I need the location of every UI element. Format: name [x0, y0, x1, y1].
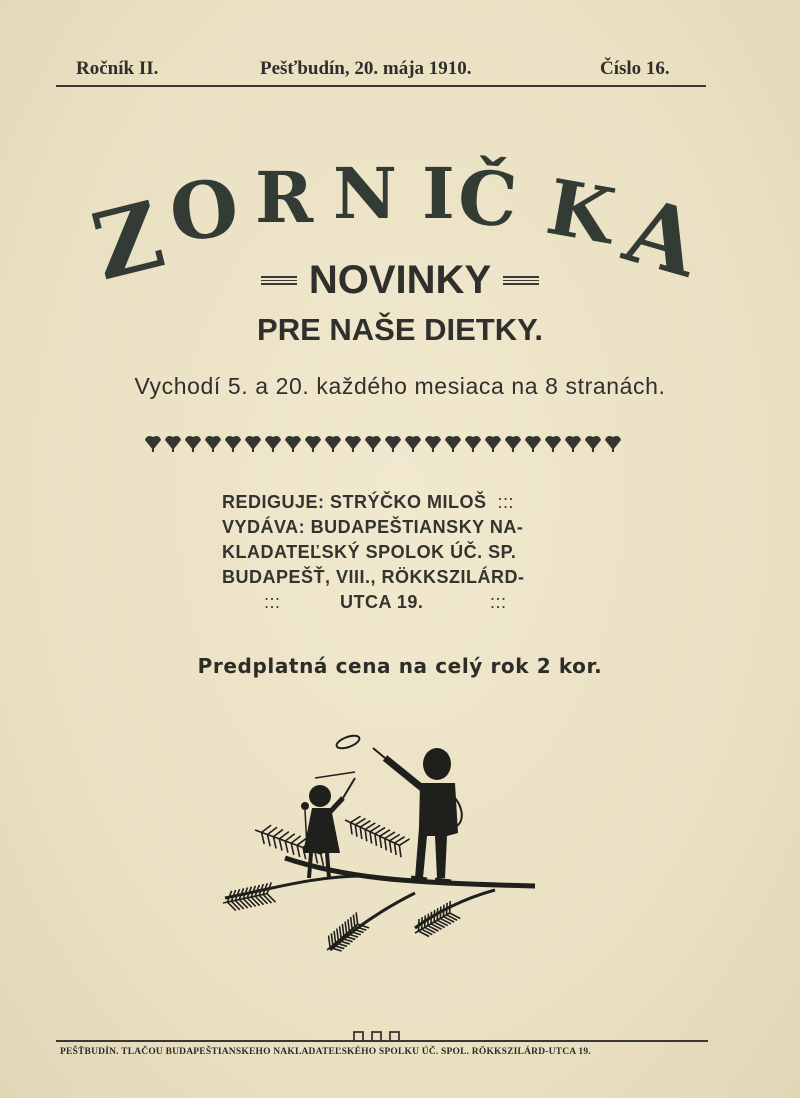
pine-needle	[437, 908, 438, 920]
pine-needle	[428, 914, 429, 926]
pine-needle	[418, 919, 419, 931]
ornament-stem	[352, 446, 354, 452]
publication-frequency: Vychodí 5. a 20. každého mesiaca na 8 stranách.	[134, 373, 666, 399]
pine-needle	[331, 933, 333, 945]
pine-needle	[450, 901, 451, 913]
publisher-line-2: KLADATEĽSKÝ SPOLOK ÚČ. SP.	[222, 542, 517, 562]
pine-needle	[375, 834, 377, 846]
pine-needle	[443, 905, 444, 917]
subtitle-audience: PRE NAŠE DIETKY.	[257, 312, 543, 347]
pine-needle	[431, 912, 432, 924]
ornament-stem	[232, 446, 234, 452]
ornament-stem	[552, 446, 554, 452]
pine-needle	[285, 841, 288, 853]
pine-needle	[337, 929, 339, 941]
masthead-letter-n: N	[333, 152, 397, 235]
subscription-price: Predplatná cena na celý rok 2 kor.	[197, 654, 603, 678]
pine-needle	[350, 823, 352, 835]
ornament-stem	[332, 446, 334, 452]
pine-needle	[279, 832, 289, 839]
pine-needle	[297, 845, 300, 857]
volume-label: Ročník II.	[76, 58, 159, 79]
pine-needle	[351, 917, 353, 929]
pine-needle	[315, 852, 318, 864]
pine-needle	[267, 835, 270, 847]
address-line-2: ::: UTCA 19. :::	[264, 592, 507, 612]
ornament-stem	[592, 446, 594, 452]
ornament-stem	[412, 446, 414, 452]
ornament-stem	[572, 446, 574, 452]
pine-needle	[262, 825, 272, 832]
pine-needle	[291, 836, 301, 843]
pine-needle	[321, 854, 324, 866]
pine-needle	[385, 839, 387, 851]
issue-number: Číslo 16.	[600, 58, 670, 79]
editorial-block	[222, 490, 562, 615]
ornament-stem	[532, 446, 534, 452]
pine-needle	[340, 926, 342, 938]
masthead-letter-a: A	[614, 177, 711, 299]
pine-needle	[273, 837, 276, 849]
pine-needle	[447, 903, 448, 915]
pine-sprig	[345, 820, 399, 845]
pine-needle	[342, 924, 344, 936]
masthead-letter-c-caron: Č	[455, 154, 520, 245]
publisher-line-1: VYDÁVA: BUDAPEŠTIANSKY NA-	[222, 517, 524, 537]
pine-needle	[345, 922, 347, 934]
pine-needle	[394, 843, 396, 855]
right-double-rule	[503, 276, 539, 285]
ornament-stem	[192, 446, 194, 452]
pine-needle	[380, 836, 382, 848]
masthead-letter-z: Z	[82, 180, 174, 302]
masthead-letter-o: O	[165, 162, 243, 260]
ornament-stem	[472, 446, 474, 452]
ornament-stem	[372, 446, 374, 452]
pine-needle	[291, 843, 294, 855]
left-double-rule	[261, 276, 297, 285]
ornament-stem	[392, 446, 394, 452]
masthead-letter-r: R	[255, 156, 314, 239]
children-silhouette-illustration	[215, 728, 550, 963]
pine-needle	[348, 919, 350, 931]
pine-needle	[370, 832, 372, 844]
pine-needle	[422, 917, 423, 929]
pine-needle	[440, 906, 441, 918]
address-line-1: BUDAPEŠŤ, VIII., RÖKKSZILÁRD-	[222, 567, 525, 587]
pine-needle	[273, 829, 283, 836]
pine-needle	[365, 829, 367, 841]
ornament-stem	[492, 446, 494, 452]
ornament-stem	[172, 446, 174, 452]
pine-needle	[390, 841, 392, 853]
pine-needle	[329, 936, 331, 948]
ornament-stem	[252, 446, 254, 452]
editor-line: REDIGUJE: STRÝČKO MILOŠ :::	[222, 492, 515, 512]
masthead-letter-i: I	[422, 152, 455, 235]
pine-needle	[262, 832, 265, 844]
subtitle-row	[0, 258, 800, 303]
ornament-stem	[512, 446, 514, 452]
ornament-stem	[152, 446, 154, 452]
ornament-stem	[452, 446, 454, 452]
pine-needle	[279, 839, 282, 851]
header-rule	[56, 85, 706, 87]
ornament-stem	[272, 446, 274, 452]
ornament-divider	[143, 432, 627, 454]
pine-needle	[425, 915, 426, 927]
pine-needle	[334, 931, 336, 943]
pine-needle	[399, 845, 401, 857]
pine-needle	[353, 915, 355, 927]
subtitle-novinky: NOVINKY	[308, 258, 492, 302]
masthead-letter-k: K	[540, 162, 622, 262]
ornament-stem	[612, 446, 614, 452]
ornament-stem	[212, 446, 214, 452]
ornament-stem	[432, 446, 434, 452]
pine-needle	[267, 827, 277, 834]
ornament-stem	[292, 446, 294, 452]
pine-needle	[285, 834, 295, 841]
pine-needle	[355, 825, 357, 837]
pine-needle	[360, 827, 362, 839]
printer-imprint: PEŠŤBUDÍN. TLAČOU BUDAPEŠTIANSKEHO NAKLADATEĽSKÉHO SPOLKU ÚČ. SPOL. RÖKKSZILÁRD-UTCA 19.	[60, 1047, 591, 1057]
footer-rule	[56, 1030, 708, 1046]
pine-needle	[356, 912, 358, 924]
pine-needle	[434, 910, 435, 922]
ornament-stem	[312, 446, 314, 452]
issue-date: Pešťbudín, 20. mája 1910.	[260, 58, 472, 79]
